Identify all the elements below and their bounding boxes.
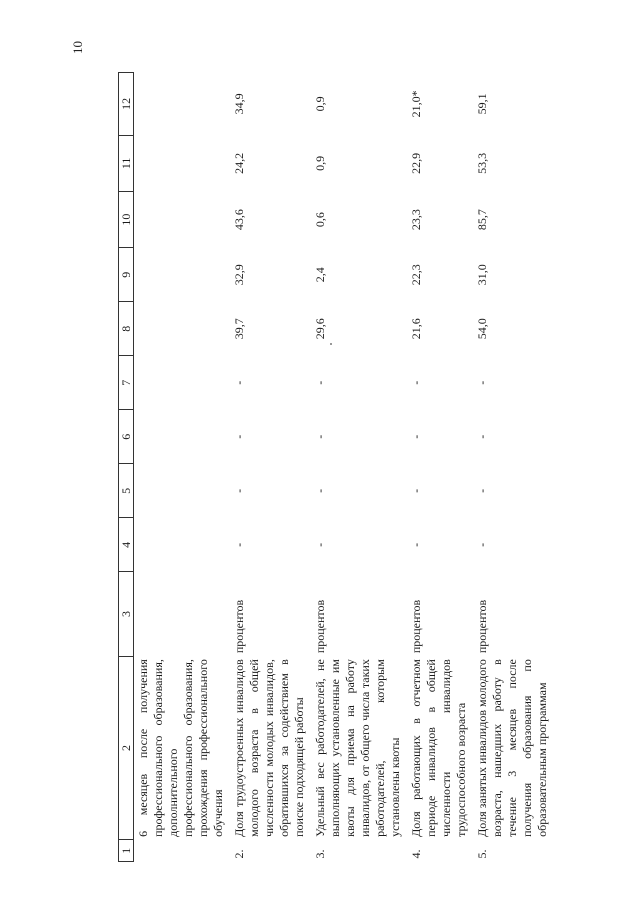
rotated-table-container [118,72,549,862]
row-description: Доля трудоустроенных инвалидов молодого возраста в общей численности молодых инвалидов, обратившихся за содействием в поиске подходящей работы [232,659,306,837]
value-cell [134,464,231,518]
table-row [407,73,473,862]
table-row [134,73,231,862]
header-cell: 7 [119,356,134,410]
header-cell: 12 [119,73,134,136]
header-cell: 6 [119,410,134,464]
row-unit: процентов [232,599,246,654]
row-number: 2. [232,849,246,859]
value-cell: - [313,434,327,439]
row-unit [134,572,231,656]
value-cell: - [232,488,246,493]
value-cell: 21,0* [409,90,423,118]
value-cell: - [313,380,327,385]
header-cell: 10 [119,191,134,247]
value-cell: 39,7 [232,318,246,340]
value-cell: 54,0 [475,318,489,340]
value-cell: - [475,542,489,547]
value-cell: 23,3 [409,209,423,231]
row-number [134,840,231,862]
table-header-row [119,73,134,862]
row-number: 4. [409,849,423,859]
value-cell: 43,6 [232,209,246,231]
row-description: 6 месяцев после получения профессионального образования, дополнительного профессионального образования, прохождения профессионального обучения [136,659,225,837]
row-number: 3. [313,849,327,859]
value-cell: 59,1 [475,93,489,115]
value-cell: 85,7 [475,209,489,231]
row-unit: процентов [475,599,489,654]
value-cell: 24,2 [232,152,246,174]
row-unit: процентов [409,599,423,654]
value-cell: - [409,488,423,493]
value-cell: - [313,542,327,547]
value-cell [134,135,231,191]
header-cell: 5 [119,464,134,518]
value-cell: 29,6 [313,318,327,340]
table-row [473,73,554,862]
value-cell: 0,6 [313,212,327,228]
value-cell: - [475,380,489,385]
row-description: Удельный вес работодателей, не выполняющих установленные им квоты для приема на работу инвалидов, от общего числа таких работодателей, которым установлены квоты [313,659,402,837]
row-description: Доля занятых инвалидов молодого возраста, нашедших работу в течение 3 месяцев после получения образования по образовательным программам [475,659,549,837]
value-cell: - [232,380,246,385]
value-cell: - [232,434,246,439]
table-row [230,73,311,862]
header-cell: 11 [119,135,134,191]
value-cell [134,518,231,572]
value-cell: - [475,434,489,439]
value-cell: - [409,380,423,385]
header-cell: 8 [119,302,134,356]
value-cell: 31,0 [475,264,489,286]
value-cell: - [313,488,327,493]
header-cell: 1 [119,840,134,862]
value-cell: 2,4 [313,267,327,283]
row-unit: процентов [313,599,327,654]
value-cell: 0,9 [313,96,327,112]
value-cell: 21,6 [409,318,423,340]
value-cell: 34,9 [232,93,246,115]
value-cell [134,191,231,247]
value-cell: 32,9 [232,264,246,286]
value-cell: - [232,542,246,547]
value-cell: 22,3 [409,264,423,286]
indicators-table [118,72,554,862]
table-row [311,73,407,862]
value-cell: 0,9 [313,155,327,171]
value-cell [134,356,231,410]
value-cell [134,248,231,302]
header-cell: 3 [119,572,134,656]
value-cell: 53,3 [475,152,489,174]
value-cell: - [409,434,423,439]
value-cell [134,73,231,136]
header-cell: 9 [119,248,134,302]
value-cell: - [409,542,423,547]
header-cell: 2 [119,656,134,840]
value-cell: 22,9 [409,152,423,174]
row-description: Доля работающих в отчетном периоде инвалидов в общей численности инвалидов трудоспособного возраста [409,659,468,837]
value-cell [134,410,231,464]
header-cell: 4 [119,518,134,572]
row-number: 5. [475,849,489,859]
value-cell: - [475,488,489,493]
value-cell [134,302,231,356]
